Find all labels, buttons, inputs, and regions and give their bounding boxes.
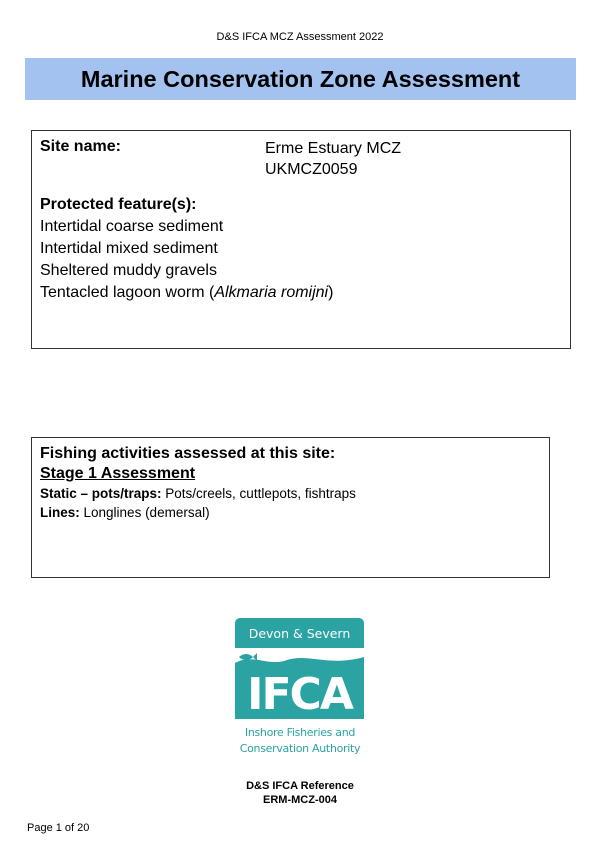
- logo-ifca-mark: [235, 653, 364, 719]
- site-code: UKMCZ0059: [265, 161, 358, 178]
- page-title: Marine Conservation Zone Assessment: [80, 65, 521, 92]
- logo-main-text: IFCA: [247, 669, 352, 719]
- site-info-box: [31, 130, 571, 349]
- activity-item: [40, 503, 356, 522]
- page-number: Page 1 of 20: [27, 822, 90, 834]
- site-name-row: [40, 138, 560, 182]
- activity-detail: Pots/creels, cuttlepots, fishtraps: [161, 486, 356, 501]
- activity-type: Lines:: [40, 505, 80, 520]
- reference-block: [0, 779, 600, 807]
- title-banner: [25, 58, 576, 100]
- ifca-logo: [233, 618, 367, 762]
- activity-type: Static – pots/traps:: [40, 486, 162, 501]
- logo-top-tab: Devon & Severn: [235, 618, 364, 648]
- feature-item: Intertidal coarse sediment: [40, 218, 224, 235]
- logo-line-1: Inshore Fisheries and: [244, 726, 356, 739]
- protected-features: [40, 194, 333, 304]
- document-header: D&S IFCA MCZ Assessment 2022: [216, 31, 384, 43]
- logo-line-2: Conservation Authority: [239, 742, 361, 755]
- fishing-activities-box: [31, 437, 550, 578]
- feature-item: Sheltered muddy gravels: [40, 262, 217, 279]
- species-latin-name: Alkmaria romijni: [214, 284, 329, 301]
- stage-heading: Stage 1 Assessment: [40, 465, 196, 482]
- site-name-label: Site name:: [40, 138, 121, 155]
- feature-item-species: [40, 282, 333, 304]
- feature-item: Intertidal mixed sediment: [40, 240, 218, 257]
- site-name-values: [265, 138, 401, 180]
- activity-item: [40, 484, 356, 503]
- activity-detail: Longlines (demersal): [79, 505, 210, 520]
- reference-code: ERM-MCZ-004: [263, 794, 337, 806]
- species-close-paren: ): [328, 284, 334, 301]
- species-common-name: Tentacled lagoon worm (: [40, 284, 215, 301]
- reference-label: D&S IFCA Reference: [246, 780, 354, 792]
- fishing-content: [40, 444, 356, 522]
- fishing-heading: Fishing activities assessed at this site:: [40, 445, 336, 462]
- site-name: Erme Estuary MCZ: [265, 140, 402, 157]
- protected-features-heading: Protected feature(s):: [40, 196, 197, 213]
